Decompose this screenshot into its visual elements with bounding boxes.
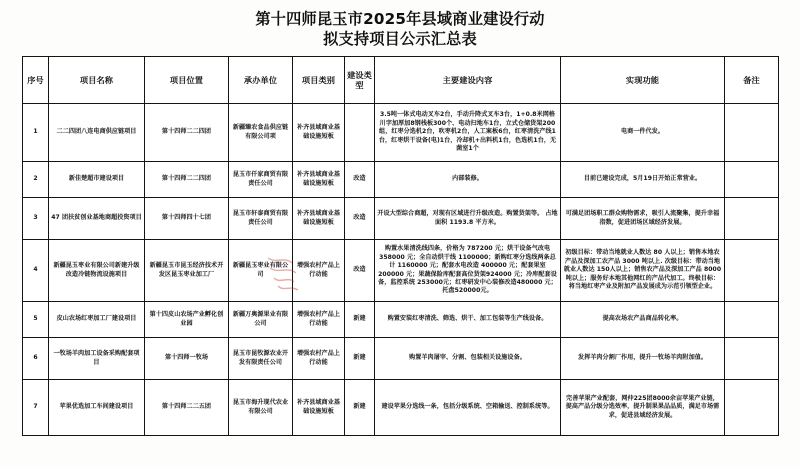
cell-name: 皮山农场红枣加工厂建设项目	[49, 302, 145, 338]
cell-content: 开设大型综合商超，对现有区域进行升级改造。购置货架等。 占地面积 1193.8 平方米。	[375, 198, 561, 240]
cell-category: 增强农村产品上行动能	[293, 338, 345, 380]
table-row	[23, 240, 779, 302]
cell-content: 3.5吨一体式电动叉车2台，手动升降式叉车3台，1+0.8米网格川字加厚加8钢栈板300个、电动扫地车1台，立式仓储货架200组，红枣分选机2台，吹枣机2台，人工案板6台，红枣清洗产线1台，红枣烘干设备(电)1台，冷却机+出料机1台，色选机1台，无菌室1个	[375, 104, 561, 162]
column-header-name: 项目名称	[49, 57, 145, 104]
cell-function: 发挥羊肉分割厂作用，提升一牧场羊肉附加值。	[561, 338, 725, 380]
cell-function: 可满足团场职工群众购物需求，吸引人流聚集，提升幸福指数，促进团场区域经济发展。	[561, 198, 725, 240]
cell-remark	[725, 240, 779, 302]
table-row	[23, 198, 779, 240]
cell-location: 新疆昆玉市昆玉经济技术开发区昆玉枣业加工厂	[145, 240, 229, 302]
cell-remark	[725, 162, 779, 198]
cell-category: 补齐县域商业基础设施短板	[293, 162, 345, 198]
cell-category: 增强农村产品上行动能	[293, 302, 345, 338]
cell-function: 初级目标：带动当地就业人数达 80 人以上；销售本地农产品及深加工农产品 3000 吨以上. 次级目标：带动当地就业人数达 150人以上；销售农产品及深加工产品 8000 吨以上；服务好本地其他网红的产品代加工。终极目标：将当地红枣产业及附加产品发展成为示范引领型企业。	[561, 240, 725, 302]
cell-type: 改造	[345, 198, 375, 240]
cell-location: 第十四皮山农场产业孵化创业园	[145, 302, 229, 338]
cell-no: 5	[23, 302, 49, 338]
cell-no: 4	[23, 240, 49, 302]
cell-remark	[725, 104, 779, 162]
column-header-org: 承办单位	[229, 57, 293, 104]
table-row	[23, 380, 779, 436]
column-header-type: 建设类型	[345, 57, 375, 104]
table-row	[23, 302, 779, 338]
cell-remark	[725, 198, 779, 240]
cell-org: 昆玉市仟家商贸有限责任公司	[229, 162, 293, 198]
cell-category: 增强农村产品上行动能	[293, 240, 345, 302]
project-summary-table	[22, 56, 779, 436]
cell-content: 内部装修。	[375, 162, 561, 198]
cell-name: 一牧场羊肉加工设备采购配套项目	[49, 338, 145, 380]
page-title-line-1: 第十四师昆玉市2025年县域商业建设行动	[255, 10, 545, 28]
cell-name: 新疆昆玉枣业有限公司新建升级改造冷链物流设施项目	[49, 240, 145, 302]
cell-content: 建设苹果分选线一条，包括分级系统、空箱输送、控制系统等。	[375, 380, 561, 436]
table-row	[23, 104, 779, 162]
cell-type: 改造	[345, 162, 375, 198]
column-header-content: 主要建设内容	[375, 57, 561, 104]
cell-type: 新建	[345, 338, 375, 380]
cell-function: 电商一件代发。	[561, 104, 725, 162]
page-title	[22, 9, 778, 49]
cell-content: 购置羊肉屠宰、分割、包装相关设施设备。	[375, 338, 561, 380]
cell-location: 第十四师二二四团	[145, 104, 229, 162]
cell-type: 新建	[345, 302, 375, 338]
column-header-no: 序号	[23, 57, 49, 104]
column-header-function: 实现功能	[561, 57, 725, 104]
column-header-location: 项目位置	[145, 57, 229, 104]
cell-function: 完善苹果产业配套，网仲225团8000余亩苹果产业链，提高产品分级分选效率，提升制果果品品质，满足市场需求，促进县域经济发展。	[561, 380, 725, 436]
cell-remark	[725, 302, 779, 338]
cell-function: 提高农场农产品商品转化率。	[561, 302, 725, 338]
cell-no: 6	[23, 338, 49, 380]
cell-type: 改造	[345, 240, 375, 302]
cell-name: 二二四团八连电商供应链项目	[49, 104, 145, 162]
cell-name: 苹果优选加工车间建设项目	[49, 380, 145, 436]
cell-org: 新疆万奥源果业有限公司	[229, 302, 293, 338]
cell-name: 47 团扶贫创业基地商超投资项目	[49, 198, 145, 240]
column-header-category: 项目类别	[293, 57, 345, 104]
cell-remark	[725, 380, 779, 436]
cell-org: 新疆臻农食品供应链有限公司项	[229, 104, 293, 162]
cell-function: 目前已建设完成，5月19日开始正常营业。	[561, 162, 725, 198]
cell-type: 新建	[345, 380, 375, 436]
cell-category: 补齐县域商业基础设施短板	[293, 380, 345, 436]
cell-no: 7	[23, 380, 49, 436]
cell-org: 昆玉市昆牧源农业开发有限责任公司	[229, 338, 293, 380]
cell-no: 1	[23, 104, 49, 162]
cell-org: 新疆昆玉枣业有限公司	[229, 240, 293, 302]
cell-remark	[725, 338, 779, 380]
column-header-remark: 备注	[725, 57, 779, 104]
cell-location: 第十四师二二四团	[145, 162, 229, 198]
cell-no: 3	[23, 198, 49, 240]
cell-category: 补齐县域商业基础设施短板	[293, 104, 345, 162]
table-row	[23, 162, 779, 198]
table-header-row	[23, 57, 779, 104]
cell-location: 第十四师一牧场	[145, 338, 229, 380]
table-row	[23, 338, 779, 380]
cell-location: 第十四师四十七团	[145, 198, 229, 240]
cell-content: 购置安装红枣清洗、筛选、烘干、加工包装等生产线设备。	[375, 302, 561, 338]
page-title-line-2: 拟支持项目公示汇总表	[323, 30, 477, 48]
cell-org: 昆玉市轩泰商贸有限责任公司	[229, 198, 293, 240]
cell-content: 购置水果清洗线四条，价格为 787200 元；烘干设备气改电 358000 元；全自动烘干线 1100000；新购红枣分选线两条总计 1160000 元；配套水电改造 400000 元；配套果室 200000 元；果蔬保险库配套高位货架924000 元；冷库配套设备，监控系统 253000元；红枣研发中心装修改造480000 元；托盘520000元。	[375, 240, 561, 302]
cell-no: 2	[23, 162, 49, 198]
cell-name: 新佳楚超市建设项目	[49, 162, 145, 198]
cell-location: 第十四师二二五团	[145, 380, 229, 436]
cell-org: 昆玉市海升现代农业有限公司	[229, 380, 293, 436]
cell-category: 补齐县域商业基础设施短板	[293, 198, 345, 240]
cell-type	[345, 104, 375, 162]
